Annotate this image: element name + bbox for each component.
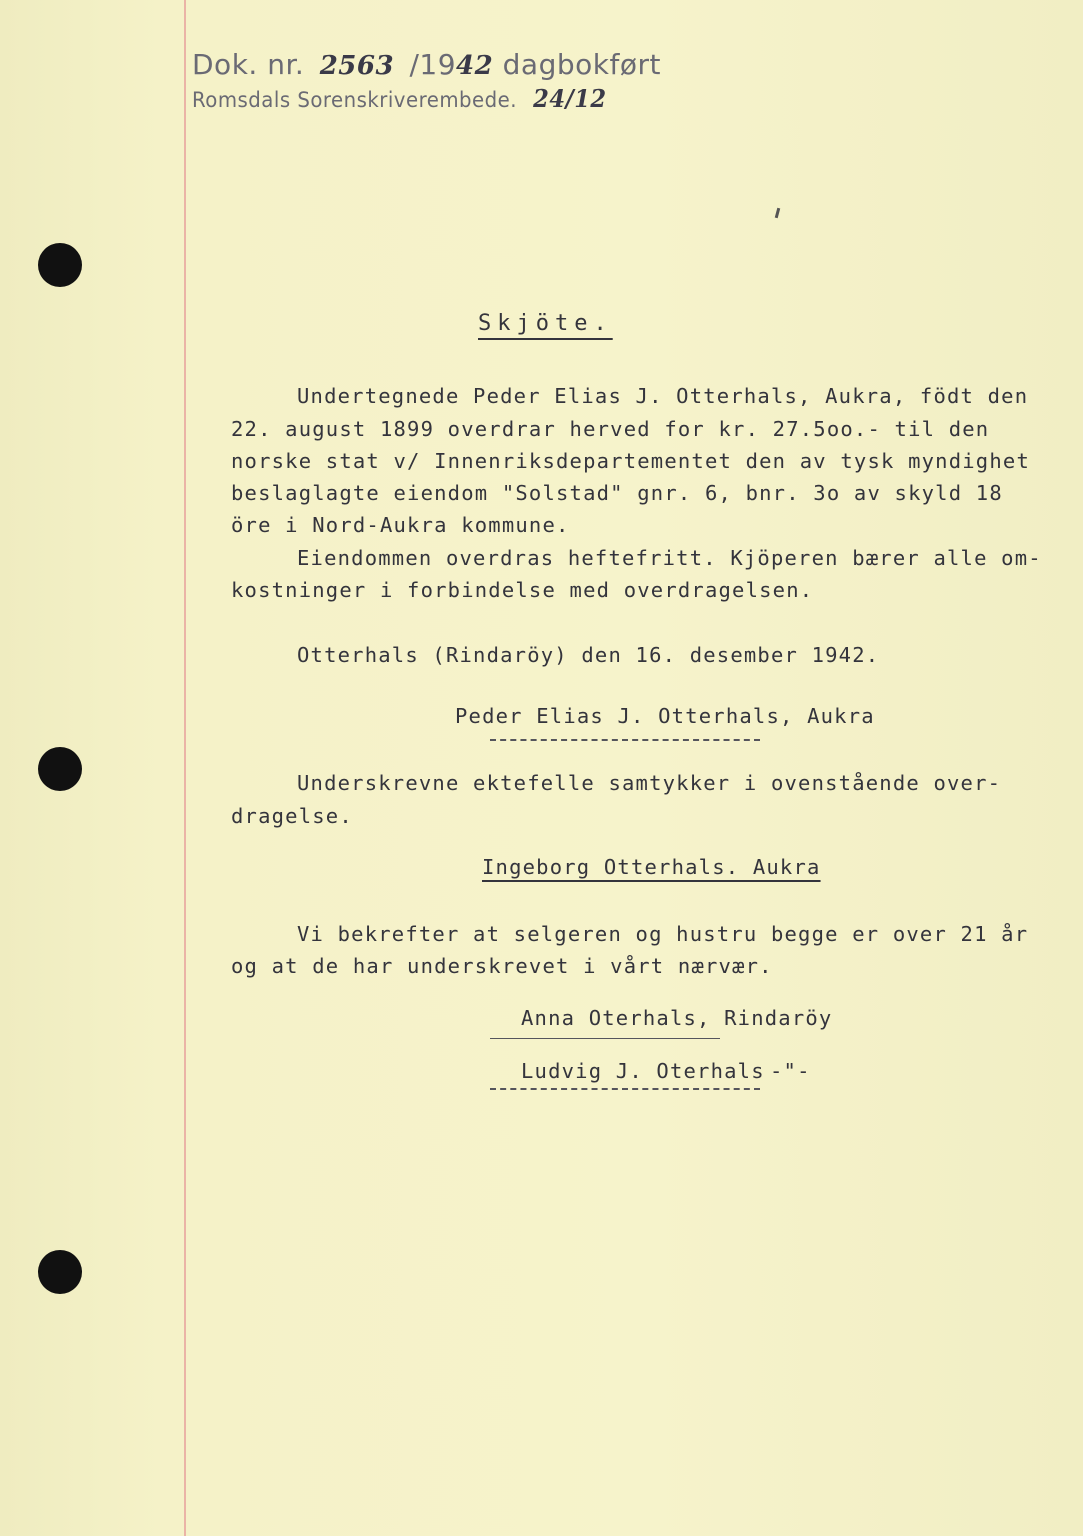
- punch-hole-top-icon: [38, 243, 82, 287]
- paragraph4-line2: og at de har underskrevet i vårt nærvær.: [231, 954, 773, 978]
- paragraph3-line1: Underskrevne ektefelle samtykker i ovenstående over-: [297, 771, 1002, 795]
- paragraph1-line5: öre i Nord-Aukra kommune.: [231, 513, 570, 537]
- paragraph2-line1: Eiendommen overdras heftefritt. Kjöperen bærer alle om-: [297, 546, 1042, 570]
- signature-seller: Peder Elias J. Otterhals, Aukra: [455, 704, 875, 728]
- witness1-signature: Anna Oterhals, Rindaröy: [521, 1006, 833, 1030]
- registration-stamp-line2: [192, 84, 607, 113]
- signature-spouse: Ingeborg Otterhals. Aukra: [482, 855, 821, 879]
- stamp-year-prefix: /19: [409, 48, 457, 81]
- punch-hole-middle-icon: [38, 747, 82, 791]
- paragraph1-line4: beslaglagte eiendom "Solstad" gnr. 6, bnr. 3o av skyld 18: [231, 481, 1003, 505]
- witness2-rule: [490, 1088, 760, 1090]
- paragraph1-line3: norske stat v/ Innenriksdepartementet den av tysk myndighet: [231, 449, 1030, 473]
- handwritten-date: 24/12: [533, 84, 607, 113]
- registration-stamp-line1: [192, 48, 661, 81]
- signature-seller-rule: [490, 739, 760, 741]
- stamp-doc-label: Dok. nr.: [192, 48, 305, 81]
- handwritten-doc-number: 2563: [319, 51, 395, 81]
- paragraph1-line1: Undertegnede Peder Elias J. Otterhals, Aukra, födt den: [297, 384, 1029, 408]
- handwritten-year: 42: [456, 51, 494, 81]
- margin-rule: [184, 0, 186, 1536]
- document-title: Skjöte.: [478, 311, 613, 336]
- witness2-ditto: -"-: [770, 1059, 811, 1083]
- ink-speck: [775, 208, 780, 218]
- paragraph1-line2: 22. august 1899 overdrar herved for kr. 27.5oo.- til den: [231, 417, 990, 441]
- paragraph3-line2: dragelse.: [231, 804, 353, 828]
- place-and-date: Otterhals (Rindaröy) den 16. desember 1942.: [297, 643, 880, 667]
- stamp-office-name: Romsdals Sorenskriverembede.: [192, 88, 518, 112]
- paragraph2-line2: kostninger i forbindelse med overdragelsen.: [231, 578, 814, 602]
- paragraph4-line1: Vi bekrefter at selgeren og hustru begge er over 21 år: [297, 922, 1029, 946]
- witness1-rule: [490, 1038, 720, 1039]
- witness2-signature: Ludvig J. Oterhals: [521, 1059, 765, 1083]
- punch-hole-bottom-icon: [38, 1250, 82, 1294]
- stamp-journal-label: dagbokført: [502, 48, 661, 81]
